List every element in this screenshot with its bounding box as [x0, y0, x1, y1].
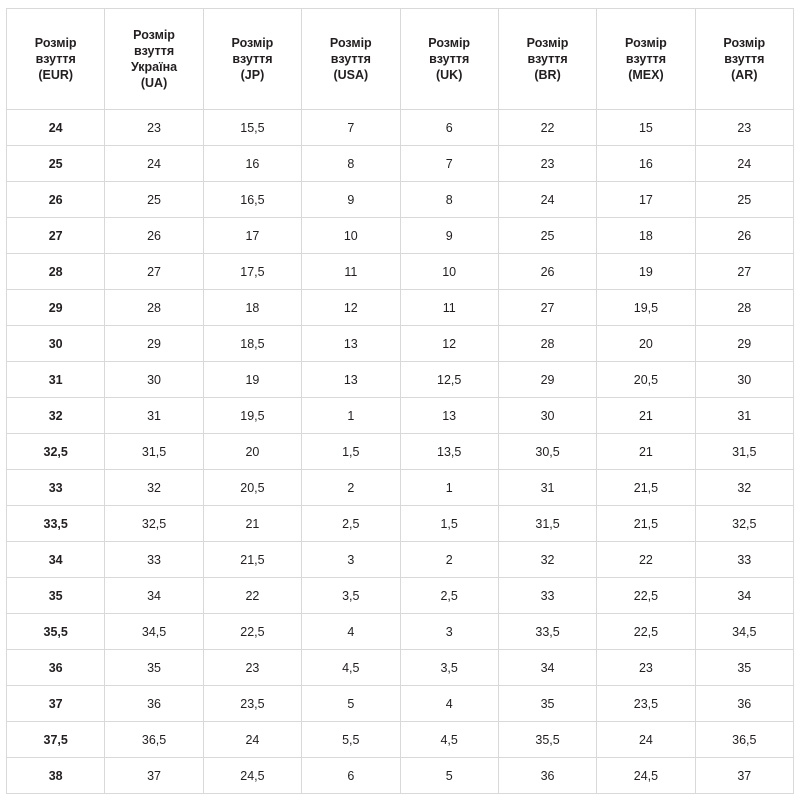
size-cell: 35 [695, 650, 793, 686]
table-row [7, 650, 794, 686]
size-cell: 16,5 [203, 182, 301, 218]
column-header-line: взуття [232, 52, 273, 66]
column-header-line: (BR) [534, 68, 561, 82]
table-row [7, 506, 794, 542]
column-header-1 [7, 9, 105, 110]
size-cell-eur: 33,5 [7, 506, 105, 542]
size-cell: 26 [498, 254, 596, 290]
size-cell: 21 [597, 398, 695, 434]
size-cell: 33 [498, 578, 596, 614]
size-cell: 28 [498, 326, 596, 362]
size-cell: 25 [105, 182, 203, 218]
size-cell: 1,5 [302, 434, 400, 470]
size-cell-eur: 34 [7, 542, 105, 578]
table-row [7, 398, 794, 434]
size-cell: 16 [597, 146, 695, 182]
size-cell: 22,5 [597, 578, 695, 614]
size-cell: 10 [400, 254, 498, 290]
size-cell: 34 [498, 650, 596, 686]
size-cell: 27 [105, 254, 203, 290]
size-cell: 19 [597, 254, 695, 290]
size-cell: 9 [302, 182, 400, 218]
size-cell: 34,5 [695, 614, 793, 650]
table-body [7, 110, 794, 794]
size-cell: 31,5 [105, 434, 203, 470]
table-row [7, 614, 794, 650]
size-cell: 15 [597, 110, 695, 146]
table-row [7, 578, 794, 614]
size-cell-eur: 35,5 [7, 614, 105, 650]
column-header-line: взуття [625, 52, 667, 66]
size-cell: 36,5 [105, 722, 203, 758]
size-cell: 2,5 [302, 506, 400, 542]
size-cell: 32,5 [695, 506, 793, 542]
column-header-line: Розмір [329, 36, 372, 50]
size-cell: 3,5 [400, 650, 498, 686]
size-cell: 29 [498, 362, 596, 398]
size-cell: 4 [400, 686, 498, 722]
size-cell: 34 [695, 578, 793, 614]
size-cell: 31 [498, 470, 596, 506]
size-cell: 31,5 [498, 506, 596, 542]
size-cell: 30 [105, 362, 203, 398]
size-cell: 24 [203, 722, 301, 758]
size-cell: 22 [597, 542, 695, 578]
size-cell: 36 [105, 686, 203, 722]
size-cell-eur: 26 [7, 182, 105, 218]
size-cell: 20,5 [597, 362, 695, 398]
column-header-line: взуття [429, 52, 470, 66]
size-cell: 33 [105, 542, 203, 578]
size-cell: 13,5 [400, 434, 498, 470]
size-cell: 35 [105, 650, 203, 686]
size-cell: 6 [302, 758, 400, 794]
size-cell-eur: 38 [7, 758, 105, 794]
table-header [7, 9, 794, 110]
column-header-3 [203, 9, 301, 110]
size-cell: 1,5 [400, 506, 498, 542]
column-header-line: взуття [133, 44, 175, 58]
size-cell: 30 [695, 362, 793, 398]
size-cell: 17 [203, 218, 301, 254]
size-cell: 36 [498, 758, 596, 794]
size-cell: 35 [498, 686, 596, 722]
size-cell: 34 [105, 578, 203, 614]
size-cell: 25 [498, 218, 596, 254]
column-header-2 [105, 9, 203, 110]
column-header-line: (UK) [435, 68, 463, 82]
size-cell: 20 [597, 326, 695, 362]
size-cell: 24 [498, 182, 596, 218]
size-cell: 3 [400, 614, 498, 650]
size-cell: 32,5 [105, 506, 203, 542]
size-cell: 22,5 [203, 614, 301, 650]
column-header-line: (MEX) [628, 68, 664, 82]
size-cell: 31 [105, 398, 203, 434]
column-header-line: Розмір [625, 36, 667, 50]
size-cell: 23 [597, 650, 695, 686]
size-cell: 29 [695, 326, 793, 362]
column-header-line: Розмір [231, 36, 274, 50]
size-cell: 13 [302, 326, 400, 362]
column-header-line: (UA) [140, 76, 168, 90]
size-cell: 26 [105, 218, 203, 254]
size-cell: 4,5 [400, 722, 498, 758]
column-header-line: Розмір [133, 28, 175, 42]
size-cell: 23 [498, 146, 596, 182]
size-cell: 4,5 [302, 650, 400, 686]
column-header-line: (USA) [333, 68, 369, 82]
size-cell: 17 [597, 182, 695, 218]
size-cell: 32 [498, 542, 596, 578]
size-cell: 12 [400, 326, 498, 362]
size-cell-eur: 29 [7, 290, 105, 326]
size-cell: 21,5 [203, 542, 301, 578]
size-conversion-table [6, 8, 794, 794]
size-cell: 26 [695, 218, 793, 254]
size-cell: 28 [105, 290, 203, 326]
size-cell: 30,5 [498, 434, 596, 470]
size-cell: 24 [597, 722, 695, 758]
table-row [7, 182, 794, 218]
size-cell: 12,5 [400, 362, 498, 398]
column-header-line: взуття [330, 52, 371, 66]
column-header-line: Розмір [34, 36, 77, 50]
size-cell: 24 [695, 146, 793, 182]
table-row [7, 362, 794, 398]
size-cell: 22 [498, 110, 596, 146]
size-cell: 21 [597, 434, 695, 470]
size-cell-eur: 28 [7, 254, 105, 290]
size-cell: 21 [203, 506, 301, 542]
size-cell: 1 [400, 470, 498, 506]
column-header-line: (JP) [240, 68, 265, 82]
size-cell: 29 [105, 326, 203, 362]
size-cell: 2,5 [400, 578, 498, 614]
column-header-6 [498, 9, 596, 110]
size-cell: 19,5 [597, 290, 695, 326]
table-row [7, 722, 794, 758]
column-header-line: взуття [35, 52, 76, 66]
size-cell: 23 [695, 110, 793, 146]
table-row [7, 758, 794, 794]
table-row [7, 686, 794, 722]
size-cell: 20,5 [203, 470, 301, 506]
size-cell: 32 [695, 470, 793, 506]
size-cell: 6 [400, 110, 498, 146]
column-header-4 [302, 9, 400, 110]
table-row [7, 434, 794, 470]
table-row [7, 290, 794, 326]
size-cell: 35,5 [498, 722, 596, 758]
size-cell: 31,5 [695, 434, 793, 470]
column-header-7 [597, 9, 695, 110]
column-header-line: Розмір [428, 36, 471, 50]
size-cell-eur: 31 [7, 362, 105, 398]
size-cell: 5 [302, 686, 400, 722]
table-row [7, 146, 794, 182]
size-cell: 16 [203, 146, 301, 182]
size-cell: 7 [302, 110, 400, 146]
size-cell: 11 [400, 290, 498, 326]
size-cell-eur: 35 [7, 578, 105, 614]
size-cell: 22 [203, 578, 301, 614]
size-cell: 22,5 [597, 614, 695, 650]
size-cell: 18,5 [203, 326, 301, 362]
size-cell: 24,5 [597, 758, 695, 794]
size-cell-eur: 24 [7, 110, 105, 146]
size-cell: 37 [695, 758, 793, 794]
size-cell-eur: 33 [7, 470, 105, 506]
size-cell: 33 [695, 542, 793, 578]
column-header-line: (EUR) [38, 68, 74, 82]
column-header-line: Розмір [723, 36, 766, 50]
table-row [7, 218, 794, 254]
size-cell: 3,5 [302, 578, 400, 614]
column-header-line: Розмір [526, 36, 569, 50]
size-cell-eur: 32,5 [7, 434, 105, 470]
table-row [7, 542, 794, 578]
table-row [7, 110, 794, 146]
size-cell-eur: 37,5 [7, 722, 105, 758]
size-cell: 5 [400, 758, 498, 794]
size-cell: 11 [302, 254, 400, 290]
size-cell: 20 [203, 434, 301, 470]
size-cell: 8 [302, 146, 400, 182]
column-header-line: взуття [527, 52, 568, 66]
size-cell: 21,5 [597, 470, 695, 506]
size-cell: 8 [400, 182, 498, 218]
size-cell: 15,5 [203, 110, 301, 146]
column-header-8 [695, 9, 793, 110]
size-cell: 18 [203, 290, 301, 326]
size-cell: 23,5 [203, 686, 301, 722]
size-cell: 24 [105, 146, 203, 182]
size-cell: 13 [302, 362, 400, 398]
size-cell: 23,5 [597, 686, 695, 722]
size-cell: 4 [302, 614, 400, 650]
size-cell: 36 [695, 686, 793, 722]
size-cell: 30 [498, 398, 596, 434]
column-header-5 [400, 9, 498, 110]
size-cell: 12 [302, 290, 400, 326]
size-cell: 17,5 [203, 254, 301, 290]
table-row [7, 326, 794, 362]
size-cell-eur: 37 [7, 686, 105, 722]
size-cell: 9 [400, 218, 498, 254]
size-cell: 19 [203, 362, 301, 398]
size-cell: 28 [695, 290, 793, 326]
column-header-line: взуття [724, 52, 765, 66]
size-cell: 1 [302, 398, 400, 434]
table-row [7, 470, 794, 506]
size-cell-eur: 36 [7, 650, 105, 686]
size-cell: 21,5 [597, 506, 695, 542]
size-cell: 25 [695, 182, 793, 218]
size-cell: 7 [400, 146, 498, 182]
size-cell: 33,5 [498, 614, 596, 650]
size-cell: 2 [400, 542, 498, 578]
size-cell: 36,5 [695, 722, 793, 758]
size-cell: 3 [302, 542, 400, 578]
size-cell-eur: 32 [7, 398, 105, 434]
size-cell: 31 [695, 398, 793, 434]
size-cell: 13 [400, 398, 498, 434]
table-row [7, 254, 794, 290]
size-cell: 27 [695, 254, 793, 290]
size-cell: 27 [498, 290, 596, 326]
size-cell: 19,5 [203, 398, 301, 434]
size-cell: 37 [105, 758, 203, 794]
size-cell-eur: 25 [7, 146, 105, 182]
size-cell: 23 [105, 110, 203, 146]
column-header-line: (AR) [731, 68, 758, 82]
size-cell: 2 [302, 470, 400, 506]
size-cell: 10 [302, 218, 400, 254]
size-cell: 18 [597, 218, 695, 254]
size-cell-eur: 27 [7, 218, 105, 254]
column-header-line: Україна [130, 60, 178, 74]
table-header-row [7, 9, 794, 110]
size-cell: 5,5 [302, 722, 400, 758]
size-cell: 34,5 [105, 614, 203, 650]
size-cell: 23 [203, 650, 301, 686]
size-cell: 24,5 [203, 758, 301, 794]
size-cell: 32 [105, 470, 203, 506]
size-cell-eur: 30 [7, 326, 105, 362]
